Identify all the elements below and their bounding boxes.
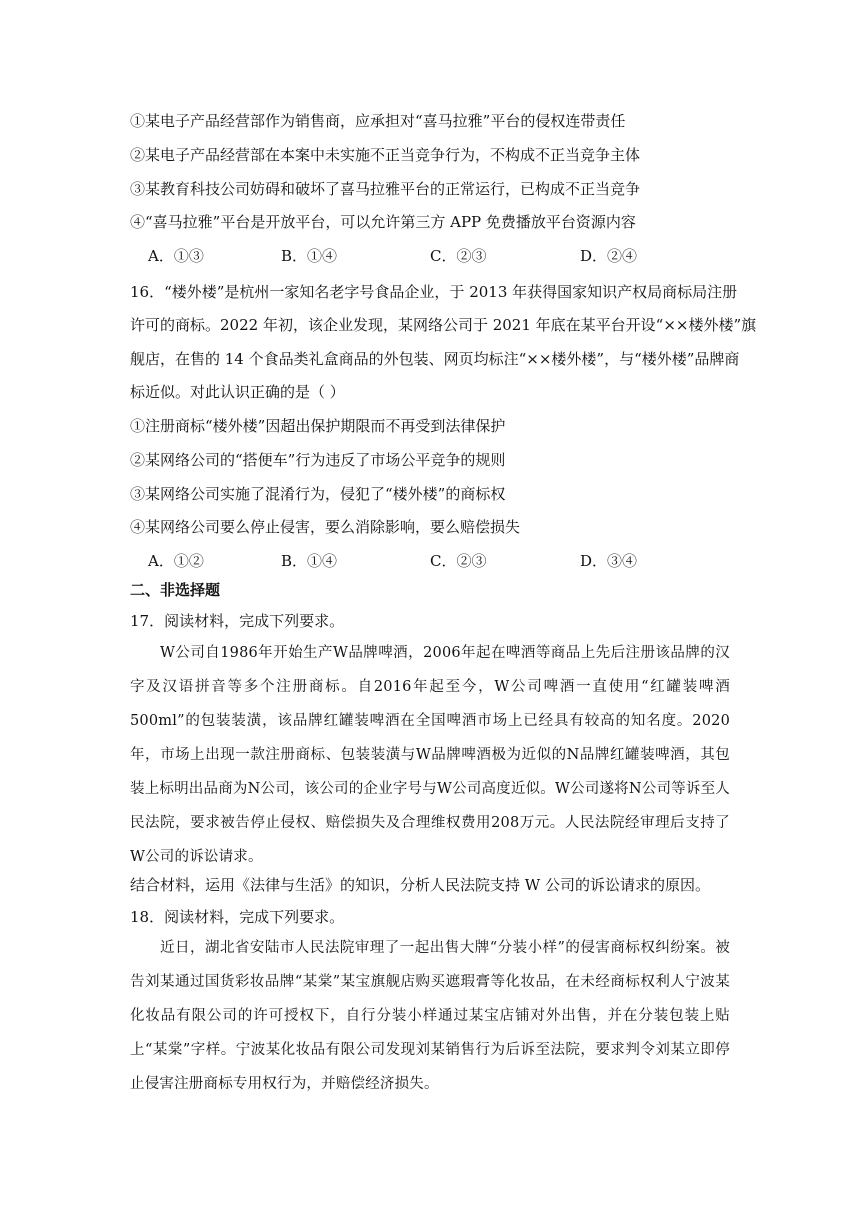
q16-item-3: ③某网络公司实施了混淆行为，侵犯了“楼外楼”的商标权 xyxy=(130,485,506,503)
q17-header: 17．阅读材料，完成下列要求。 xyxy=(130,612,345,630)
q18-header: 18．阅读材料，完成下列要求。 xyxy=(130,908,345,926)
q15-item-4: ④“喜马拉雅”平台是开放平台，可以允许第三方 APP 免费播放平台资源内容 xyxy=(130,213,636,231)
q16-item-2: ②某网络公司的“搭便车”行为违反了市场公平竞争的规则 xyxy=(130,451,506,469)
q15-option-b: B．①④ xyxy=(281,247,338,265)
q16-stem-line-4: 标近似。对此认识正确的是（ ） xyxy=(130,383,345,401)
q16-option-c: C．②③ xyxy=(430,552,487,570)
q16-option-b: B．①④ xyxy=(281,552,338,570)
q16-stem-line-2: 许可的商标。2022 年初，该企业发现，某网络公司于 2021 年底在某平台开设“××楼外楼”旗 xyxy=(130,316,757,334)
q16-stem-line-3: 舰店，在售的 14 个食品类礼盒商品的外包装、网页均标注“××楼外楼”，与“楼外楼”品牌商 xyxy=(130,350,740,368)
q17-material: W公司自1986年开始生产W品牌啤酒，2006年起在啤酒等商品上先后注册该品牌的汉字及汉语拼音等多个注册商标。自2016年起至今，W公司啤酒一直使用“红罐装啤酒500ml”的包装装潢，该品牌红罐装啤酒在全国啤酒市场上已经具有较高的知名度。2020年，市场上出现一款注册商标、包装装潢与W品牌啤酒极为近似的N品牌红罐装啤酒，其包装上标明出品商为N公司，该公司的企业字号与W公司高度近似。W公司遂将N公司等诉至人民法院，要求被告停止侵权、赔偿损失及合理维权费用208万元。人民法院经审理后支持了W公司的诉讼请求。 xyxy=(130,645,730,865)
q15-option-a: A．①③ xyxy=(148,247,204,265)
q18-material: 近日，湖北省安陆市人民法院审理了一起出售大牌“分装小样”的侵害商标权纠纷案。被告刘某通过国货彩妆品牌“某棠”某宝旗舰店购买遮瑕膏等化妆品，在未经商标权利人宁波某化妆品有限公司的许可授权下，自行分装小样通过某宝店铺对外出售，并在分装包装上贴上“某棠”字样。宁波某化妆品有限公司发现刘某销售行为后诉至法院，要求判令刘某立即停止侵害注册商标专用权行为，并赔偿经济损失。 xyxy=(130,940,730,1092)
section-title: 二、非选择题 xyxy=(130,581,221,599)
q15-option-d: D．②④ xyxy=(580,247,638,265)
q16-item-1: ①注册商标“楼外楼”因超出保护期限而不再受到法律保护 xyxy=(130,417,506,435)
q16-option-d: D．③④ xyxy=(580,552,638,570)
q15-item-3: ③某教育科技公司妨碍和破坏了喜马拉雅平台的正常运行，已构成不正当竞争 xyxy=(130,180,641,198)
q16-item-4: ④某网络公司要么停止侵害，要么消除影响，要么赔偿损失 xyxy=(130,518,521,536)
q17-requirement: 结合材料，运用《法律与生活》的知识，分析人民法院支持 W 公司的诉讼请求的原因。 xyxy=(130,876,710,894)
q15-item-2: ②某电子产品经营部在本案中未实施不正当竞争行为，不构成不正当竞争主体 xyxy=(130,146,641,164)
q16-option-a: A．①② xyxy=(148,552,204,570)
q15-item-1: ①某电子产品经营部作为销售商，应承担对“喜马拉雅”平台的侵权连带责任 xyxy=(130,112,626,130)
q16-stem-line-1: 16．“楼外楼”是杭州一家知名老字号食品企业，于 2013 年获得国家知识产权局商标局注册 xyxy=(130,283,738,301)
q15-option-c: C．②③ xyxy=(430,247,487,265)
